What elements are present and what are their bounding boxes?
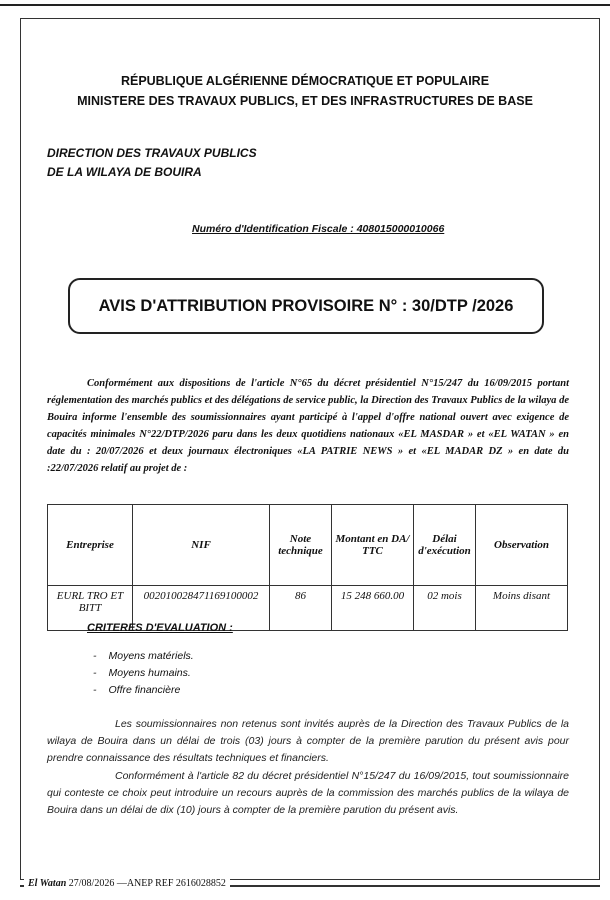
col-entreprise: Entreprise — [48, 505, 133, 586]
footer — [24, 878, 230, 889]
cell-montant: 15 248 660.00 — [332, 586, 414, 631]
criteria-title: CRITERES D'EVALUATION : — [87, 622, 233, 634]
cell-entreprise: EURL TRO ET BITT — [48, 586, 133, 631]
table-header-row — [48, 505, 568, 586]
not-retained-paragraph: Les soumissionnaires non retenus sont invités auprès de la Direction des Travaux Publics de la wilaya de Bouira dans un délai de trois (03) jours à compter de la première parution du présent avis pour prendre connaissance des résultats techniques et financiers. — [47, 718, 569, 764]
col-montant: Montant en DA/ TTC — [332, 505, 414, 586]
ministry-heading: MINISTERE DES TRAVAUX PUBLICS, ET DES INFRASTRUCTURES DE BASE — [77, 94, 533, 108]
list-item: - Moyens humains. — [93, 665, 194, 682]
intro-paragraph: Conformément aux dispositions de l'article N°65 du décret présidentiel N°15/247 du 16/09/2015 portant réglementation des marchés publics et des délégations de service public, la Direction des Travaux Publics de la wilaya de Bouira informe l'ensemble des soumissionnaires ayant participé à l'appel d'offre national ouvert avec exigence de capacités minimales N°22/DTP/2026 paru dans les deux quotidiens nationaux «EL MASDAR » et «EL WATAN » en date du : 20/07/2026 et deux journaux électroniques «LA PATRIE NEWS » et «EL MADAR DZ » en date du :22/07/2026 relatif au projet de : — [47, 378, 569, 474]
avis-title: AVIS D'ATTRIBUTION PROVISOIRE N° : 30/DTP /2026 — [98, 296, 514, 315]
recours-paragraph: Conformément à l'article 82 du décret présidentiel N°15/247 du 16/09/2015, tout soumissionnaire qui conteste ce choix peut introduire un recours auprès de la commission des marchés publics de la wilaya de Bouira dans un délai de dix (10) jours à compter de la première parution du présent avis. — [47, 770, 569, 816]
fiscal-id: Numéro d'Identification Fiscale : 408015000010066 — [192, 223, 445, 235]
col-observation: Observation — [476, 505, 568, 586]
republic-heading: RÉPUBLIQUE ALGÉRIENNE DÉMOCRATIQUE ET POPULAIRE — [120, 74, 490, 88]
cell-delai: 02 mois — [414, 586, 476, 631]
list-item: - Moyens matériels. — [93, 648, 194, 665]
col-nif: NIF — [133, 505, 270, 586]
list-item: - Offre financière — [93, 682, 194, 699]
cell-note: 86 — [270, 586, 332, 631]
footer-reference: 27/08/2026 —ANEP REF 2616028852 — [66, 878, 226, 889]
footer-newspaper: El Watan — [28, 878, 67, 889]
cell-observation: Moins disant — [476, 586, 568, 631]
top-rule — [0, 4, 610, 6]
avis-title-box — [68, 278, 544, 334]
criteria-list — [93, 648, 194, 699]
col-note-technique: Note technique — [270, 505, 332, 586]
col-delai: Délai d'exécution — [414, 505, 476, 586]
direction-line-2: DE LA WILAYA DE BOUIRA — [47, 165, 202, 179]
direction-line-1: DIRECTION DES TRAVAUX PUBLICS — [47, 146, 257, 160]
results-table — [47, 504, 568, 631]
cell-nif: 002010028471169100002 — [133, 586, 270, 631]
